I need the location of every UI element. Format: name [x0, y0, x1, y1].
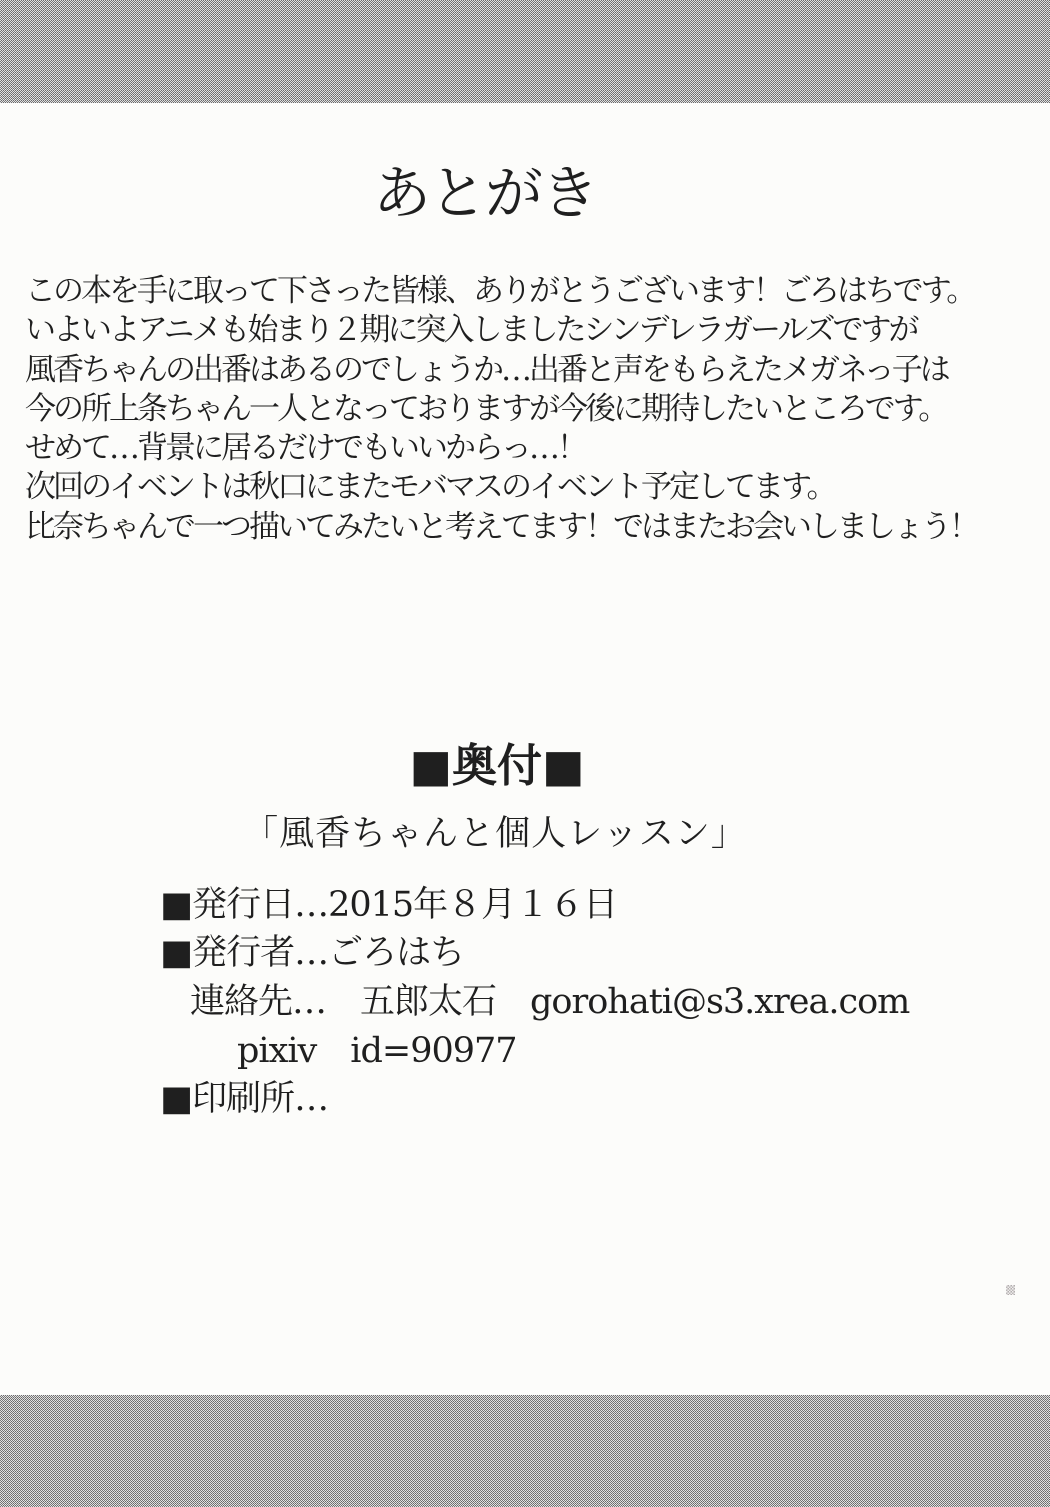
colophon-heading: ■奥付■ — [409, 739, 585, 792]
afterword-line: 比奈ちゃんで一つ描いてみたいと考えてます！ではまたお会いしましょう！ — [25, 508, 977, 545]
afterword-line: せめて…背景に居るだけでもいいからっ…！ — [25, 430, 585, 467]
afterword-line: 風香ちゃんの出番はあるのでしょうか…出番と声をもらえたメガネっ子は — [25, 351, 948, 388]
afterword-title: あとがき — [373, 159, 598, 227]
afterword-body — [25, 272, 977, 547]
afterword-line: 今の所上条ちゃん一人となっておりますが今後に期待したいところです。 — [25, 390, 947, 427]
colophon-line-publisher: ■発行者…ごろはち — [160, 933, 465, 973]
afterword-line: いよいよアニメも始まり２期に突入しましたシンデレラガールズですが — [25, 312, 917, 349]
book-title: 「風香ちゃんと個人レッスン」 — [243, 814, 747, 854]
colophon-line-pixiv-id: pixiv id=90977 — [237, 1031, 517, 1071]
colophon-line-printer: ■印刷所… — [160, 1079, 329, 1119]
scan-artifact-speck — [1006, 1285, 1015, 1295]
colophon-line-publish-date: ■発行日…2015年８月１６日 — [160, 885, 618, 925]
afterword-line: 次回のイベントは秋口にまたモバマスのイベント予定してます。 — [25, 469, 835, 506]
colophon-line-contact: 連絡先… 五郎太石 gorohati@s3.xrea.com — [190, 982, 910, 1022]
scan-noise-band-bottom — [0, 1395, 1050, 1507]
afterword-line: この本を手に取って下さった皆様、ありがとうございます！ごろはちです。 — [25, 273, 975, 309]
scan-noise-band-top — [0, 0, 1050, 103]
